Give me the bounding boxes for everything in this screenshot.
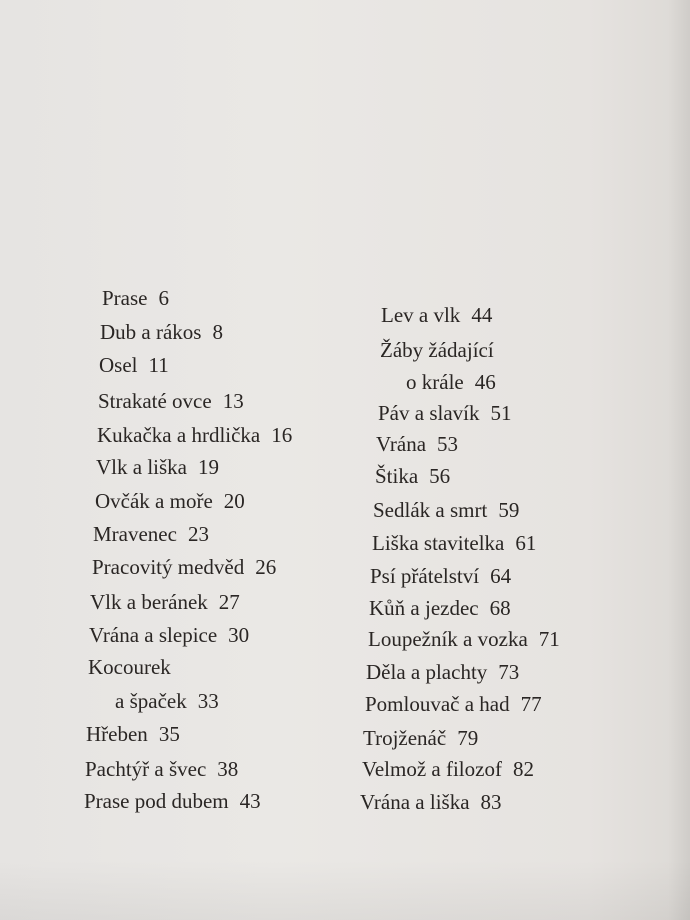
toc-entry-title: Mravenec — [93, 522, 177, 546]
toc-entry-page: 26 — [255, 555, 277, 579]
toc-entry — [90, 592, 240, 613]
toc-entry-title: Trojženáč — [363, 726, 447, 750]
toc-entry — [85, 759, 238, 780]
toc-entry-title: Páv a slavík — [378, 401, 480, 425]
toc-entry — [366, 662, 519, 683]
toc-entry-title: Lev a vlk — [381, 303, 461, 327]
toc-entry-page: 56 — [429, 464, 451, 488]
toc-entry-page: 82 — [512, 757, 534, 781]
toc-entry — [88, 657, 171, 678]
toc-entry — [100, 322, 223, 343]
toc-entry — [98, 391, 244, 412]
toc-entry-title: Hřeben — [86, 722, 148, 746]
toc-entry-page: 44 — [471, 303, 493, 327]
toc-entry-title: Psí přátelství — [370, 564, 480, 588]
toc-entry-title: o krále — [406, 370, 464, 394]
toc-entry-title: Štika — [375, 464, 419, 488]
toc-entry-page: 13 — [222, 389, 244, 413]
toc-entry-title: Osel — [99, 353, 138, 377]
toc-entry-page: 77 — [520, 692, 542, 716]
toc-entry-title: Strakaté ovce — [98, 389, 212, 413]
toc-entry-page: 71 — [538, 627, 560, 651]
toc-entry — [372, 533, 536, 554]
toc-entry-page: 16 — [271, 423, 293, 447]
toc-entry-page: 51 — [490, 401, 512, 425]
toc-entry-page: 6 — [158, 286, 169, 310]
toc-entry — [97, 425, 292, 446]
toc-entry-title: Prase — [102, 286, 148, 310]
toc-entry — [368, 629, 560, 650]
toc-entry-title: Prase pod dubem — [84, 789, 229, 813]
toc-entry — [360, 792, 502, 813]
toc-entry-title: Vrána — [376, 432, 427, 456]
toc-entry — [376, 434, 458, 455]
toc-entry — [115, 691, 219, 712]
toc-entry-page: 11 — [148, 353, 169, 377]
toc-entry-page: 61 — [515, 531, 537, 555]
toc-entry-title: Vlk a liška — [96, 455, 187, 479]
toc-entry — [369, 598, 511, 619]
toc-entry — [370, 566, 511, 587]
toc-entry-page: 59 — [498, 498, 520, 522]
toc-entry-page: 83 — [480, 790, 502, 814]
toc-entry — [363, 728, 478, 749]
toc-entry — [378, 403, 511, 424]
toc-entry-page: 79 — [457, 726, 479, 750]
toc-entry-title: Žáby žádající — [380, 338, 494, 362]
toc-entry-title: Liška stavitelka — [372, 531, 505, 555]
toc-entry-title: Pachtýř a švec — [85, 757, 207, 781]
toc-entry-title: Kocourek — [88, 655, 171, 679]
toc-entry — [96, 457, 219, 478]
toc-entry-title: Velmož a filozof — [362, 757, 502, 781]
toc-entry-title: Sedlák a smrt — [373, 498, 488, 522]
toc-entry — [99, 355, 169, 376]
toc-entry-page: 19 — [197, 455, 219, 479]
toc-entry-page: 23 — [187, 522, 209, 546]
toc-entry-title: Pracovitý medvěd — [92, 555, 245, 579]
toc-entry-title: Ovčák a moře — [95, 489, 213, 513]
toc-entry — [406, 372, 496, 393]
toc-entry-page: 53 — [437, 432, 459, 456]
toc-entry — [86, 724, 180, 745]
toc-entry — [362, 759, 534, 780]
toc-entry-page: 46 — [474, 370, 496, 394]
toc-entry-title: Vrána a liška — [360, 790, 470, 814]
toc-entry-title: Kukačka a hrdlička — [97, 423, 261, 447]
toc-entry — [84, 791, 261, 812]
page-bottom-shadow — [0, 860, 690, 920]
toc-entry-page: 73 — [498, 660, 520, 684]
toc-entry — [92, 557, 276, 578]
toc-entry-page: 27 — [218, 590, 240, 614]
toc-entry — [102, 288, 169, 309]
toc-entry — [365, 694, 542, 715]
toc-entry-title: Děla a plachty — [366, 660, 488, 684]
page-edge-shadow — [668, 0, 690, 920]
toc-entry — [93, 524, 209, 545]
toc-entry-title: Dub a rákos — [100, 320, 202, 344]
toc-entry — [373, 500, 519, 521]
toc-entry-page: 64 — [490, 564, 512, 588]
toc-entry-title: Pomlouvač a had — [365, 692, 510, 716]
toc-entry — [380, 340, 494, 361]
toc-entry-title: Loupežník a vozka — [368, 627, 528, 651]
toc-entry-page: 20 — [223, 489, 245, 513]
toc-entry-title: Vlk a beránek — [90, 590, 208, 614]
toc-entry-title: Vrána a slepice — [89, 623, 218, 647]
toc-entry-title: a špaček — [115, 689, 187, 713]
toc-entry — [381, 305, 492, 326]
toc-entry-page: 30 — [228, 623, 250, 647]
toc-entry-page: 8 — [212, 320, 223, 344]
toc-entry-title: Kůň a jezdec — [369, 596, 479, 620]
toc-entry-page: 38 — [217, 757, 239, 781]
toc-entry-page: 43 — [239, 789, 261, 813]
toc-entry — [375, 466, 450, 487]
toc-entry-page: 33 — [197, 689, 219, 713]
toc-entry — [89, 625, 249, 646]
toc-entry — [95, 491, 245, 512]
toc-entry-page: 68 — [489, 596, 511, 620]
toc-entry-page: 35 — [158, 722, 180, 746]
